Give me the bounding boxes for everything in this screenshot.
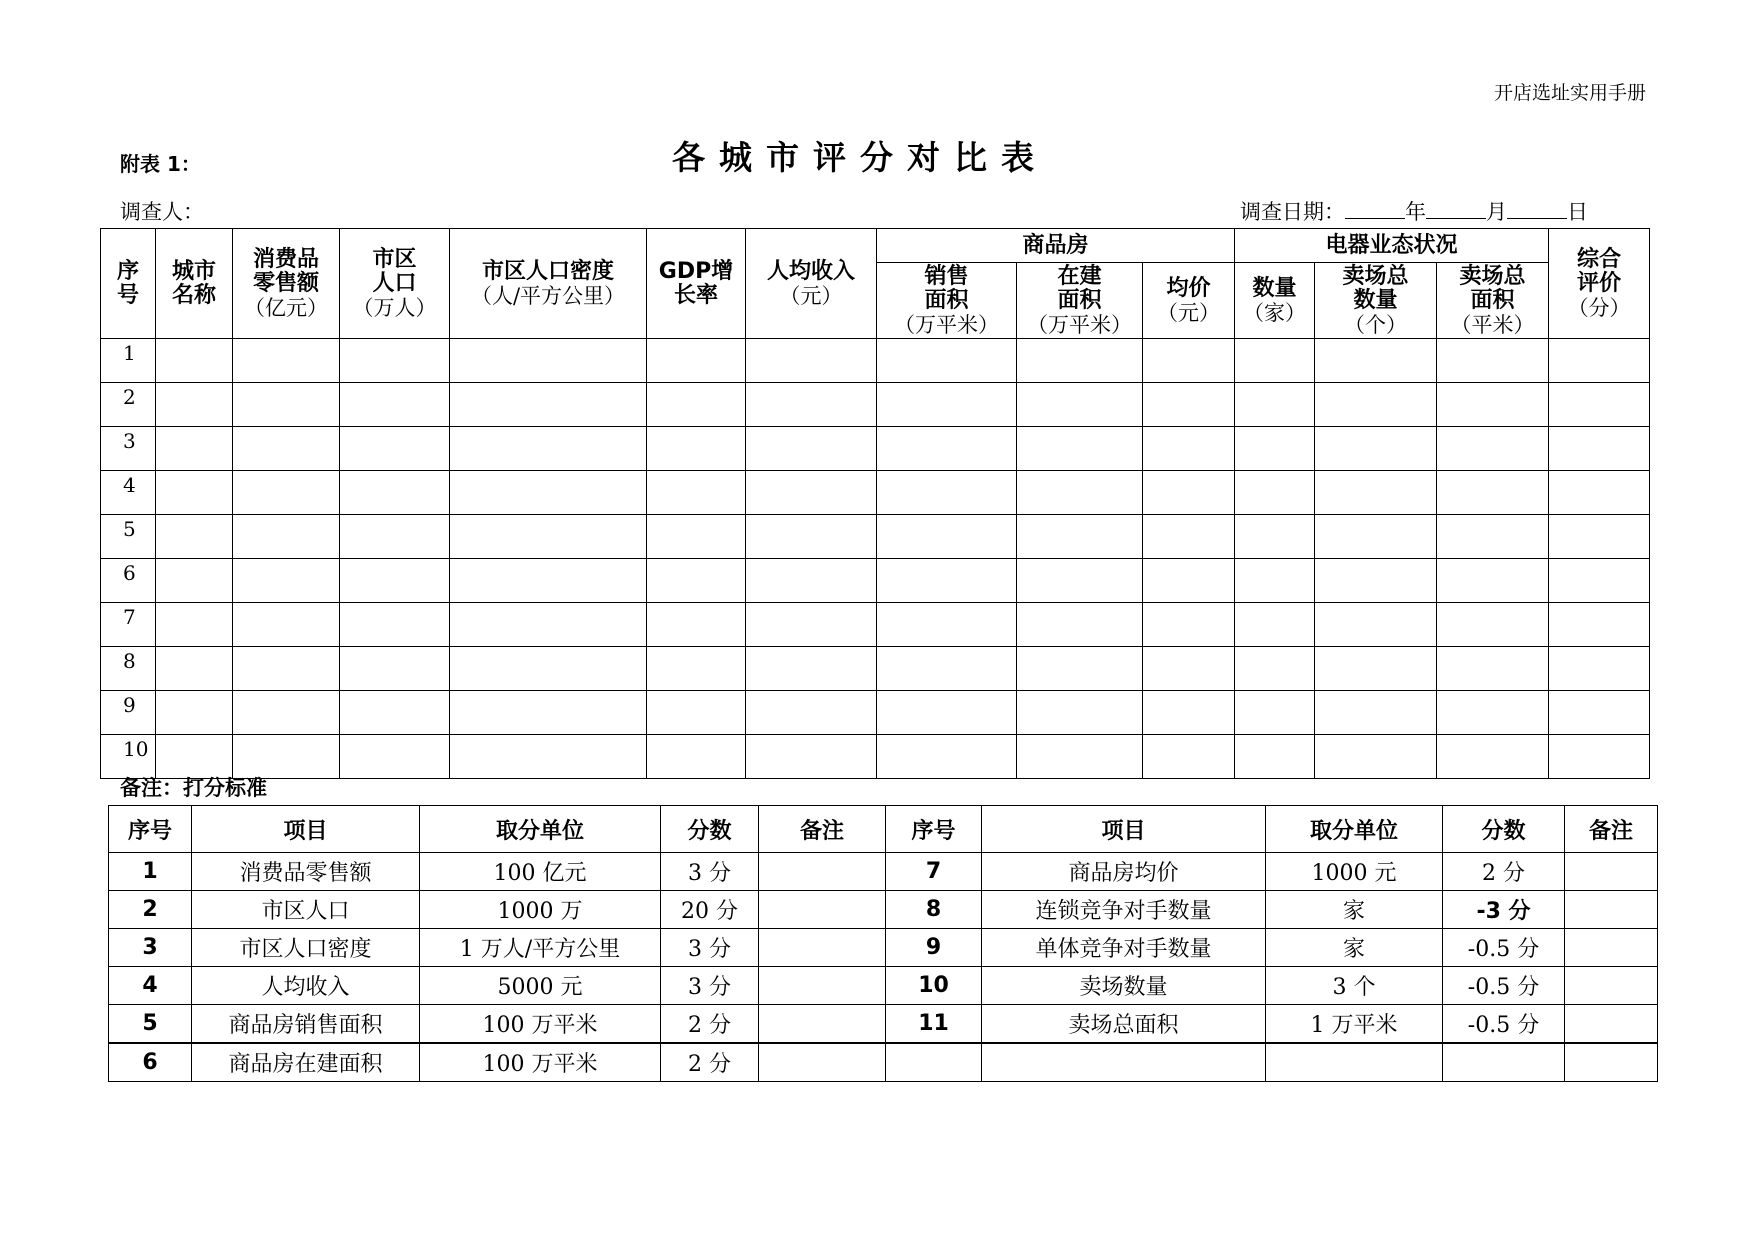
header-unit: 取分单位 (420, 806, 661, 853)
col-index: 序号 (101, 229, 156, 339)
table-row: 6 商品房在建面积 100 万平米 2 分 (109, 1043, 1658, 1082)
table-row: 7 (101, 603, 1650, 647)
col-app-count: 数量 （家） (1235, 263, 1315, 339)
col-group-appliance: 电器业态状况 (1235, 229, 1549, 263)
table-row: 3 市区人口密度 1 万人/平方公里 3 分 9 单体竞争对手数量 家 -0.5 分 (109, 929, 1658, 967)
col-housing-building: 在建面积 （万平米） (1017, 263, 1143, 339)
header-index: 序号 (886, 806, 982, 853)
table-row: 6 (101, 559, 1650, 603)
year-label: 年 (1405, 200, 1426, 224)
col-overall: 综合评价 （分） (1549, 229, 1650, 339)
month-field[interactable] (1426, 200, 1486, 219)
col-gdp: GDP增长率 (647, 229, 746, 339)
col-density: 市区人口密度 （人/平方公里） (450, 229, 647, 339)
year-field[interactable] (1345, 200, 1405, 219)
header-item: 项目 (192, 806, 420, 853)
table-row: 5 (101, 515, 1650, 559)
table-row: 1 (101, 339, 1650, 383)
header-score: 分数 (661, 806, 759, 853)
col-app-area: 卖场总面积 （平米） (1437, 263, 1549, 339)
header-remark: 备注 (759, 806, 886, 853)
page-title: 各城市评分对比表 (672, 138, 1048, 177)
investigator-label: 调查人： (120, 200, 204, 224)
city-comparison-table (100, 228, 1650, 779)
table-row: 5 商品房销售面积 100 万平米 2 分 11 卖场总面积 1 万平米 -0.5 分 (109, 1005, 1658, 1044)
day-label: 日 (1567, 200, 1588, 224)
day-field[interactable] (1507, 200, 1567, 219)
table-row: 4 (101, 471, 1650, 515)
table-row: 10 (101, 735, 1650, 779)
date-label: 调查日期： (1240, 200, 1345, 224)
col-app-stores: 卖场总数量 （个） (1315, 263, 1437, 339)
table-row: 1 消费品零售额 100 亿元 3 分 7 商品房均价 1000 元 2 分 (109, 853, 1658, 891)
header-unit: 取分单位 (1266, 806, 1443, 853)
header-score: 分数 (1443, 806, 1565, 853)
col-retail: 消费品零售额 （亿元） (233, 229, 340, 339)
table-row: 9 (101, 691, 1650, 735)
col-city: 城市名称 (156, 229, 233, 339)
table-row: 4 人均收入 5000 元 3 分 10 卖场数量 3 个 -0.5 分 (109, 967, 1658, 1005)
table-row: 2 (101, 383, 1650, 427)
header-remark: 备注 (1565, 806, 1658, 853)
header-index: 序号 (109, 806, 192, 853)
col-population: 市区人口 （万人） (340, 229, 450, 339)
appendix-label: 附表 1： (120, 152, 201, 176)
col-group-housing: 商品房 (877, 229, 1235, 263)
month-label: 月 (1486, 200, 1507, 224)
survey-date (1240, 196, 1588, 226)
col-housing-sales: 销售面积 （万平米） (877, 263, 1017, 339)
col-income: 人均收入 （元） (746, 229, 877, 339)
header-item: 项目 (982, 806, 1266, 853)
table-row: 3 (101, 427, 1650, 471)
scoring-criteria-table (108, 805, 1658, 1082)
table-row: 8 (101, 647, 1650, 691)
header-title: 开店选址实用手册 (1493, 82, 1646, 104)
col-housing-price: 均价 （元） (1143, 263, 1235, 339)
table-row: 2 市区人口 1000 万 20 分 8 连锁竞争对手数量 家 -3 分 (109, 891, 1658, 929)
notes-title: 备注：打分标准 (120, 776, 267, 800)
